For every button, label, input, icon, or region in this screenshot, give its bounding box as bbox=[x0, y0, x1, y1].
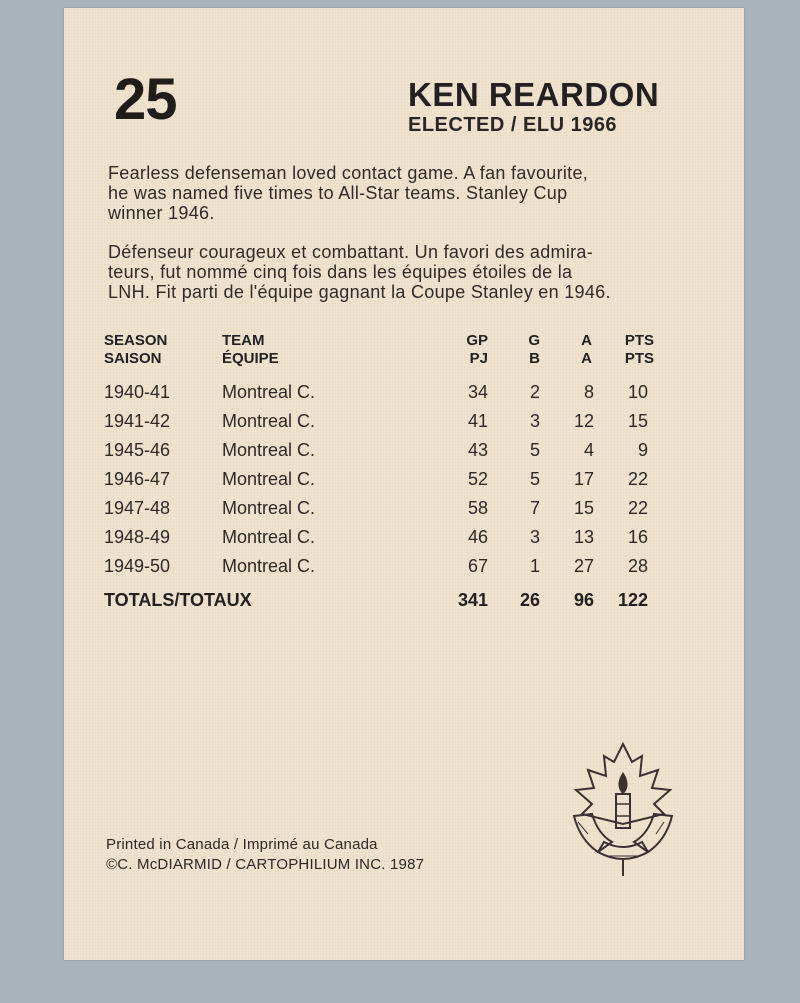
cell-team: Montreal C. bbox=[222, 382, 316, 402]
header-label: GP bbox=[466, 332, 488, 349]
header-label: SEASON bbox=[104, 332, 168, 349]
stats-row bbox=[64, 382, 744, 411]
header-label: PJ bbox=[469, 350, 488, 367]
header-team bbox=[222, 332, 279, 368]
cell-team: Montreal C. bbox=[222, 469, 316, 489]
total-a: 96 bbox=[573, 590, 594, 610]
hockey-card-back bbox=[64, 8, 744, 960]
totals-label: TOTALS/TOTAUX bbox=[104, 590, 252, 610]
player-name: KEN REARDON bbox=[408, 76, 660, 113]
cell-a: 15 bbox=[573, 498, 594, 518]
bio-line: he was named five times to All-Star teams. Stanley Cup bbox=[108, 183, 568, 203]
cell-a: 13 bbox=[573, 527, 594, 547]
header-label: PTS bbox=[624, 350, 654, 367]
cell-a: 4 bbox=[583, 440, 594, 460]
header-a bbox=[581, 332, 592, 368]
total-pts: 122 bbox=[617, 590, 648, 610]
cell-team: Montreal C. bbox=[222, 440, 316, 460]
header-label: G bbox=[528, 332, 540, 349]
cell-gp: 67 bbox=[467, 556, 488, 576]
total-gp: 341 bbox=[457, 590, 488, 610]
bio-line: teurs, fut nommé cinq fois dans les équipes étoiles de la bbox=[108, 262, 573, 282]
cell-g: 1 bbox=[529, 556, 540, 576]
cell-gp: 52 bbox=[467, 469, 488, 489]
cell-gp: 43 bbox=[467, 440, 488, 460]
cell-pts: 22 bbox=[627, 469, 648, 489]
cell-a: 27 bbox=[573, 556, 594, 576]
printed-in-canada: Printed in Canada / Imprimé au Canada bbox=[106, 836, 378, 853]
header-label: ÉQUIPE bbox=[222, 350, 279, 367]
stats-row bbox=[64, 440, 744, 469]
cell-g: 5 bbox=[529, 469, 540, 489]
cell-pts: 9 bbox=[637, 440, 648, 460]
cell-a: 12 bbox=[573, 411, 594, 431]
hockey-hall-of-fame-crest-icon bbox=[568, 742, 678, 878]
header-label: TEAM bbox=[222, 332, 265, 349]
totals-row bbox=[64, 590, 744, 616]
cell-team: Montreal C. bbox=[222, 411, 316, 431]
cell-g: 5 bbox=[529, 440, 540, 460]
cell-g: 7 bbox=[529, 498, 540, 518]
cell-gp: 58 bbox=[467, 498, 488, 518]
cell-season: 1940-41 bbox=[104, 382, 171, 402]
header-label: A bbox=[581, 332, 592, 349]
cell-pts: 28 bbox=[627, 556, 648, 576]
bio-line: Fearless defenseman loved contact game. A fan favourite, bbox=[108, 163, 589, 183]
stats-row bbox=[64, 411, 744, 440]
cell-season: 1947-48 bbox=[104, 498, 171, 518]
bio-line: Défenseur courageux et combattant. Un favori des admira- bbox=[108, 242, 594, 262]
cell-team: Montreal C. bbox=[222, 498, 316, 518]
cell-season: 1945-46 bbox=[104, 440, 171, 460]
stats-row bbox=[64, 527, 744, 556]
header-label: A bbox=[581, 350, 592, 367]
total-g: 26 bbox=[519, 590, 540, 610]
bio-english bbox=[108, 163, 708, 223]
cell-pts: 10 bbox=[627, 382, 648, 402]
cell-season: 1949-50 bbox=[104, 556, 171, 576]
header-pts bbox=[625, 332, 654, 368]
header-g bbox=[528, 332, 540, 368]
header-label: SAISON bbox=[104, 350, 162, 367]
cell-g: 3 bbox=[529, 411, 540, 431]
cell-season: 1941-42 bbox=[104, 411, 171, 431]
header-label: B bbox=[529, 350, 540, 367]
cell-team: Montreal C. bbox=[222, 527, 316, 547]
cell-a: 8 bbox=[583, 382, 594, 402]
cell-team: Montreal C. bbox=[222, 556, 316, 576]
bio-line: winner 1946. bbox=[108, 203, 215, 223]
cell-a: 17 bbox=[573, 469, 594, 489]
cell-gp: 34 bbox=[467, 382, 488, 402]
stats-row bbox=[64, 498, 744, 527]
cell-season: 1948-49 bbox=[104, 527, 171, 547]
header-gp bbox=[466, 332, 488, 368]
header-season bbox=[104, 332, 167, 368]
cell-gp: 46 bbox=[467, 527, 488, 547]
bio-french bbox=[108, 242, 708, 302]
stats-row bbox=[64, 556, 744, 585]
cell-gp: 41 bbox=[467, 411, 488, 431]
bio-line: LNH. Fit parti de l'équipe gagnant la Coupe Stanley en 1946. bbox=[108, 282, 611, 302]
cell-pts: 16 bbox=[627, 527, 648, 547]
elected-year: ELECTED / ELU 1966 bbox=[408, 114, 618, 136]
copyright-line: ©C. McDIARMID / CARTOPHILIUM INC. 1987 bbox=[106, 856, 425, 873]
cell-g: 2 bbox=[529, 382, 540, 402]
cell-pts: 22 bbox=[627, 498, 648, 518]
header-label: PTS bbox=[624, 332, 654, 349]
cell-g: 3 bbox=[529, 527, 540, 547]
cell-pts: 15 bbox=[627, 411, 648, 431]
stats-row bbox=[64, 469, 744, 498]
card-number: 25 bbox=[114, 67, 177, 132]
cell-season: 1946-47 bbox=[104, 469, 171, 489]
